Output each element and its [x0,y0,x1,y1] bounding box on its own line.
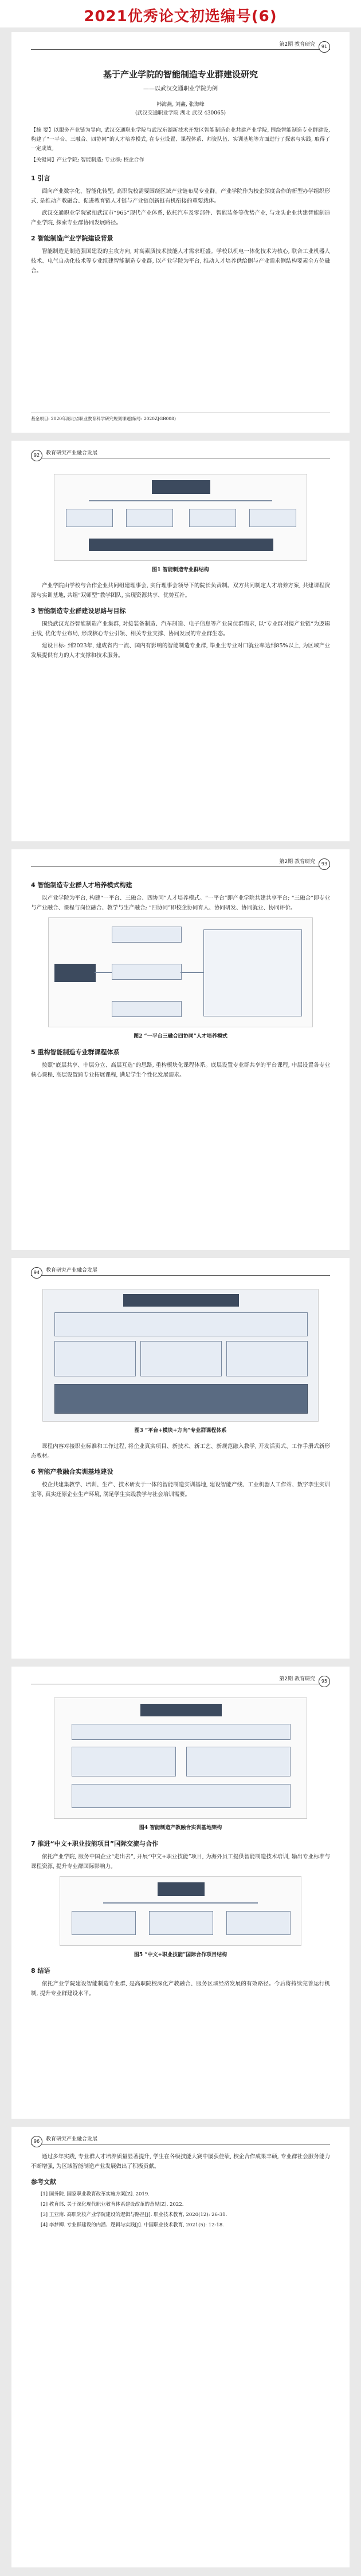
header-text: 教育研究产业融合发展 [46,2136,98,2142]
diagram-node [72,1724,291,1740]
section-heading: 6 智能产教融合实训基地建设 [31,1468,113,1475]
section-heading: 1 引言 [31,175,50,182]
paragraph: 面向产业数字化、智能化转型, 高职院校需要围绕区域产业链布局专业群。产业学院作为校企深度合作的新型办学组织形式, 是推动产教融合、促进教育链人才链与产业链创新链有机衔接的重要载体。 [31,188,330,204]
paragraph: 围绕武汉光谷智能制造产业集群, 对接装备制造、汽车制造、电子信息等产业岗位群需求, 以“专业群对接产业链”为逻辑主线, 优化专业布局, 形成核心专业引领、相关专业支撑、协同发展的专业群生态。 [31,621,330,637]
diagram-node [54,964,96,982]
diagram-arrow [103,1902,258,1904]
footnote: 基金项目: 2020年湖北省职业教育科学研究规划课题(编号: 2020ZJGB008) [31,413,330,422]
header-text: 教育研究产业融合发展 [46,1268,98,1273]
paragraph: 智能制造是制造强国建设的主攻方向, 对高素质技术技能人才需求旺盛。学校以机电一体化技术为核心, 联合工业机器人技术、电气自动化技术等专业组建智能制造专业群, 以产业学院为平台, 推动人才培养供给侧与产业需求侧结构要素全方位融合。 [31,248,330,274]
running-header [31,2134,330,2144]
diagram-node [189,509,236,527]
diagram-node [249,509,296,527]
figure-5 [60,1876,301,1946]
reference-item: [3] 王亚南. 高职院校产业学院建设的逻辑与路径[J]. 职业技术教育, 2020(12): 26-31. [41,2212,227,2218]
diagram-arrow [89,500,272,501]
reference-item: [2] 教育部. 关于深化现代职业教育体系建设改革的意见[Z]. 2022. [41,2202,184,2207]
diagram-node [89,539,273,551]
diagram-node [226,1341,308,1376]
section-heading: 8 结语 [31,1967,50,1974]
diagram-node [226,1911,291,1935]
document-page-5 [11,1667,350,2119]
header-text: 第2期 教育研究 [279,1676,315,1682]
diagram-node [152,480,210,494]
reference-item: [4] 李梦卿. 专业群建设的内涵、逻辑与实践[J]. 中国职业技术教育, 2021(5): 12-18. [41,2222,224,2228]
running-header [31,856,330,867]
figure-2 [48,917,313,1027]
paragraph: 依托产业学院建设智能制造专业群, 是高职院校深化产教融合、服务区域经济发展的有效路径。今后将持续完善运行机制, 提升专业群建设水平。 [31,1981,330,1997]
reference-item: [1] 国务院. 国家职业教育改革实施方案[Z]. 2019. [41,2191,150,2197]
paragraph: 按照“底层共享、中层分立、高层互选”的思路, 重构模块化课程体系。底层设置专业群共享的平台课程, 中层设置各专业核心课程, 高层设置跨专业拓展课程, 满足学生个性化发展需求。 [31,1062,330,1078]
page-number: 96 [31,2136,42,2147]
section-heading: 4 智能制造专业群人才培养模式构建 [31,881,132,889]
paragraph: 课程内容对接职业标准和工作过程, 将企业真实项目、新技术、新工艺、新规范融入教学, 开发活页式、工作手册式新形态教材。 [31,1443,330,1459]
diagram-node [112,964,182,980]
document-page-2 [11,441,350,841]
references-heading: 参考文献 [31,2178,56,2186]
diagram-node [149,1911,213,1935]
paragraph: 武汉交通职业学院紧扣武汉市“965”现代产业体系, 依托汽车及零部件、智能装备等优势产业, 与龙头企业共建智能制造产业学院, 探索专业群协同发展路径。 [31,210,330,226]
page-number: 91 [319,41,330,53]
diagram-node [72,1784,291,1808]
page-banner [0,0,361,27]
diagram-node [140,1341,222,1376]
figure-caption: 图3 “平台+模块+方向”专业群课程体系 [134,1428,227,1434]
section-heading: 7 推进“中文+职业技能项目”国际交流与合作 [31,1840,159,1847]
diagram-arrow [180,972,203,973]
diagram-node [54,1312,308,1336]
paragraph: 建设目标: 到2023年, 建成省内一流、国内有影响的智能制造专业群, 毕业生专业对口就业率达到85%以上, 为区域产业发展提供有力的人才支撑和技术服务。 [31,643,330,659]
header-text: 第2期 教育研究 [279,859,315,865]
keywords: 【关键词】产业学院; 智能制造; 专业群; 校企合作 [31,157,144,163]
section-heading: 2 智能制造产业学院建设背景 [31,235,113,242]
figure-caption: 图2 “一平台三融合四协同”人才培养模式 [134,1034,227,1039]
paragraph: 通过多年实践, 专业群人才培养质量显著提升, 学生在各级技能大赛中屡获佳绩, 校企合作成果丰硕, 专业群社会服务能力不断增强, 为区域智能制造产业发展做出了积极贡献。 [31,2154,330,2170]
section-heading: 5 重构智能制造专业群课程体系 [31,1048,120,1056]
figure-3 [42,1289,319,1422]
section-heading: 3 智能制造专业群建设思路与目标 [31,607,126,615]
figure-4 [54,1697,307,1819]
document-page-3 [11,849,350,1250]
page-number: 94 [31,1267,42,1279]
banner-title: 2021优秀论文初选编号(6) [84,8,277,25]
authors: 韩海燕, 刘鑫, 张海峰 [156,102,205,108]
affiliation: (武汉交通职业学院 湖北 武汉 430065) [135,110,226,116]
document-page-4 [11,1258,350,1659]
header-text: 第2期 教育研究 [279,42,315,48]
diagram-node [126,509,173,527]
figure-caption: 图4 智能制造产教融合实训基地架构 [139,1825,222,1831]
diagram-node [54,1341,136,1376]
document-page-6 [11,2127,350,2567]
document-page-1 [11,32,350,433]
abstract: 【摘 要】以服务产业链为导向, 武汉交通职业学院与武汉东湖新技术开发区智能制造企业共建产业学院, 围绕智能制造专业群建设, 构建了“一平台、三融合、四协同”的人才培养模式, 在专业设置、课程体系、师资队伍、实训基地等方面进行了探索与实践, 取得了一定成效。 [31,128,330,152]
paragraph: 以产业学院为平台, 构建“一平台、三融合、四协同”人才培养模式。“一平台”即产业学院共建共享平台; “三融合”即专业与产业融合、课程与岗位融合、教学与生产融合; “四协同”即校企协同育人、协同研发、协同就业、协同评价。 [31,895,330,911]
diagram-node [72,1747,176,1776]
diagram-node [66,509,113,527]
diagram-node [54,1384,308,1414]
diagram-node [72,1911,136,1935]
paragraph: 产业学院由学校与合作企业共同组建理事会, 实行理事会领导下的院长负责制。双方共同制定人才培养方案, 共建课程资源与实训基地, 共组“双师型”教学团队, 实现资源共享、优势互补。 [31,583,330,599]
page-number: 92 [31,450,42,461]
diagram-node [186,1747,291,1776]
page-number: 93 [319,858,330,870]
figure-1 [54,474,307,561]
figure-caption: 图5 “中文+职业技能”国际合作项目结构 [134,1952,227,1958]
diagram-node [158,1882,205,1896]
header-text: 教育研究产业融合发展 [46,450,98,456]
running-header [31,39,330,50]
diagram-node [203,929,302,1016]
figure-caption: 图1 智能制造专业群结构 [152,567,209,573]
diagram-arrow [95,972,112,973]
paragraph: 校企共建集教学、培训、生产、技术研发于一体的智能制造实训基地, 建设智能产线、工业机器人工作站、数字孪生实训室等, 真实还原企业生产环境, 满足学生实践教学与社会培训需要。 [31,1482,330,1498]
diagram-node [112,927,182,943]
page-number: 95 [319,1676,330,1687]
running-header [31,1673,330,1684]
diagram-node [140,1704,222,1716]
paper-title: 基于产业学院的智能制造专业群建设研究 [103,69,258,80]
running-header [31,1265,330,1276]
paragraph: 依托产业学院, 服务中国企业“走出去”, 开展“中文+职业技能”项目, 为海外员工提供智能制造技术培训, 输出专业标准与课程资源, 提升专业群国际影响力。 [31,1854,330,1870]
diagram-node [112,1001,182,1017]
diagram-node [123,1294,239,1307]
paper-subtitle: ——以武汉交通职业学院为例 [143,86,218,92]
running-header [31,448,330,458]
